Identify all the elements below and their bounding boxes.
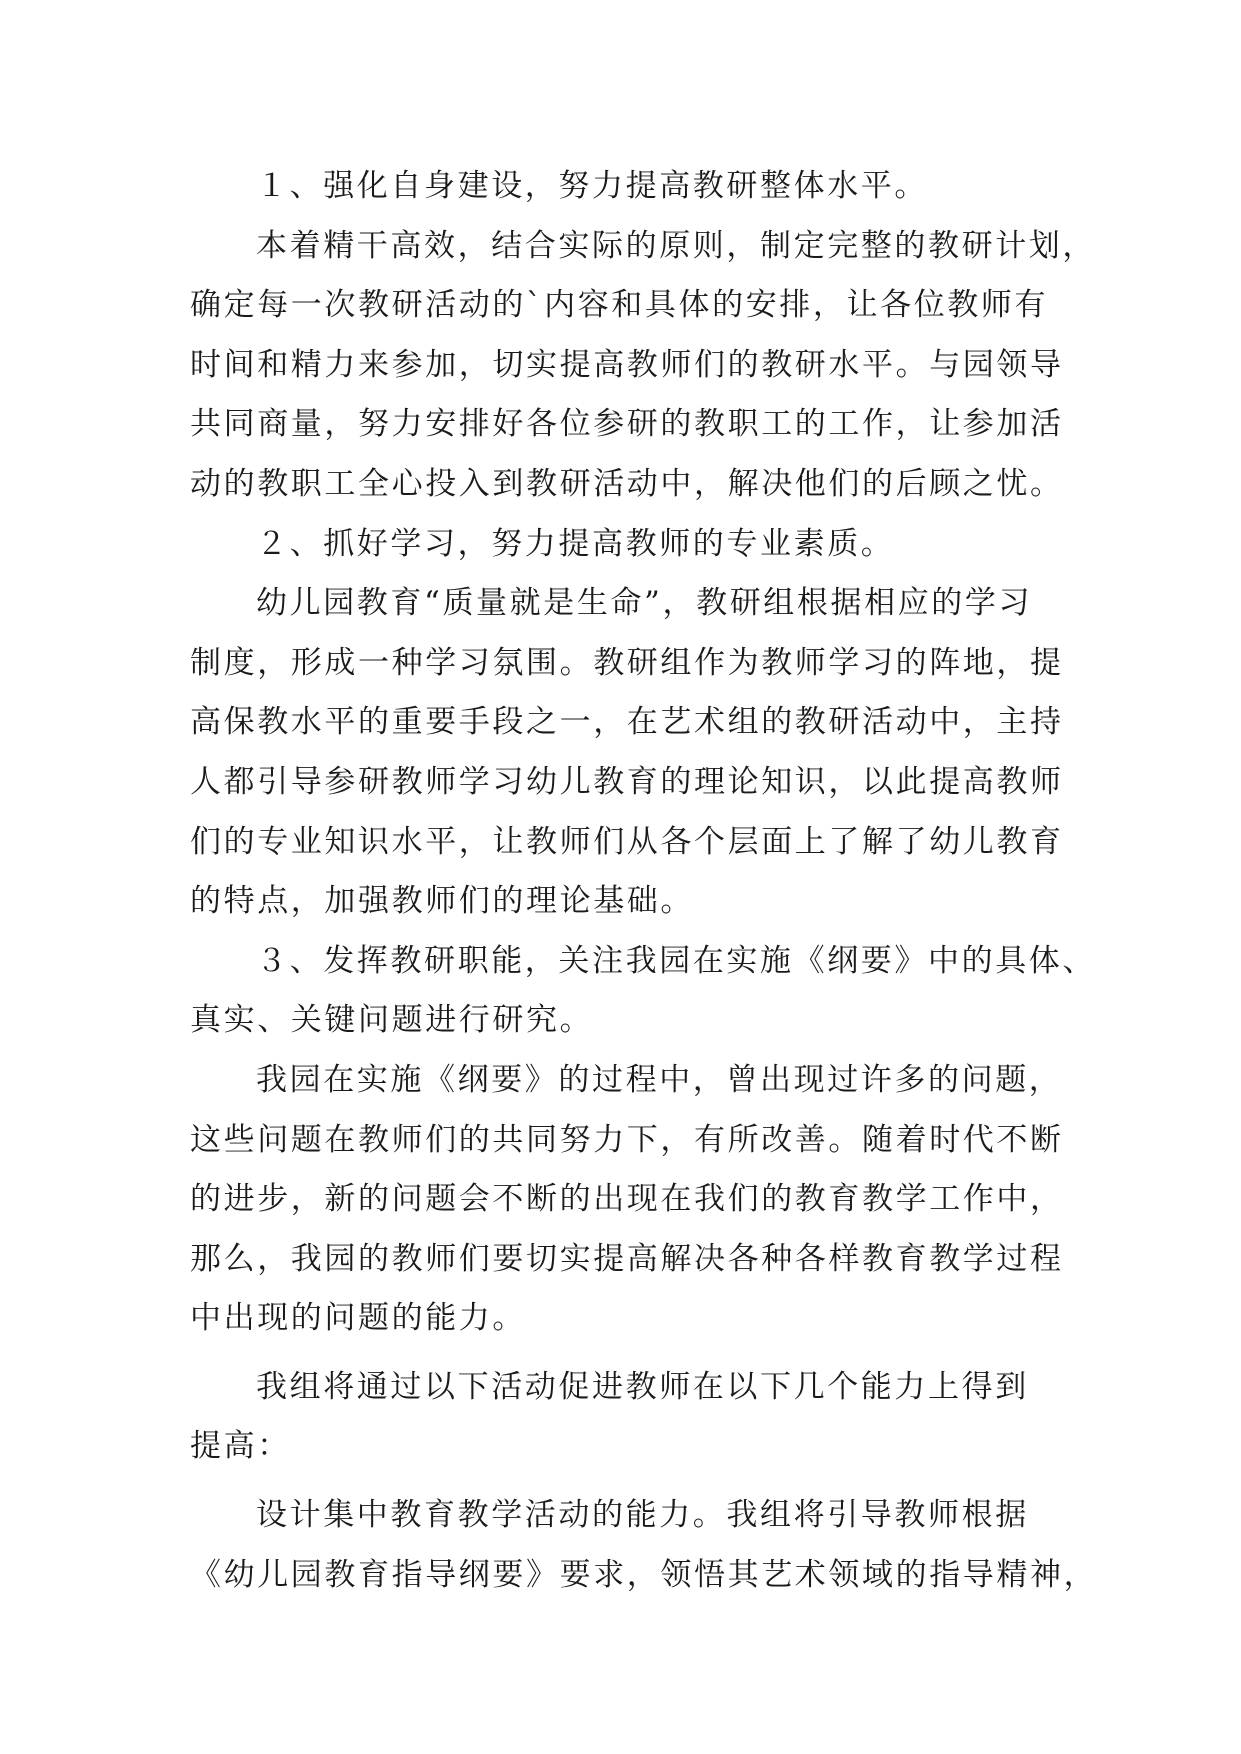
paragraph-line: 提高：	[190, 1428, 291, 1465]
paragraph-line: 人都引导参研教师学习幼儿教育的理论知识，以此提高教师	[190, 763, 1064, 800]
paragraph-line: 我组将通过以下活动促进教师在以下几个能力上得到	[256, 1368, 1029, 1405]
paragraph-line: 本着精干高效，结合实际的原则，制定完整的教研计划，	[256, 227, 1096, 264]
paragraph-line: 时间和精力来参加，切实提高教师们的教研水平。与园领导	[190, 346, 1064, 383]
paragraph-line: 们的专业知识水平，让教师们从各个层面上了解了幼儿教育	[190, 823, 1064, 860]
document-body	[190, 157, 1098, 1605]
paragraph-line: 那么，我园的教师们要切实提高解决各种各样教育教学过程	[190, 1240, 1064, 1277]
paragraph-line: 我园在实施《纲要》的过程中，曾出现过许多的问题，	[256, 1061, 1063, 1098]
paragraph-line: 确定每一次教研活动的`内容和具体的安排，让各位教师有	[190, 287, 1049, 324]
paragraph-line: 制度，形成一种学习氛围。教研组作为教师学习的阵地，提	[190, 644, 1064, 681]
section-heading-2: ２、抓好学习，努力提高教师的专业素质。	[256, 525, 895, 562]
paragraph-spacing	[190, 1477, 1060, 1486]
paragraph-line: 动的教职工全心投入到教研活动中，解决他们的后顾之忧。	[190, 465, 1064, 502]
paragraph-spacing	[190, 1349, 1060, 1358]
paragraph-line: 这些问题在教师们的共同努力下，有所改善。随着时代不断	[190, 1121, 1064, 1158]
section-heading-3: ３、发挥教研职能，关注我园在实施《纲要》中的具体、	[256, 942, 1096, 979]
paragraph-line: 共同商量，努力安排好各位参研的教职工的工作，让参加活	[190, 406, 1064, 443]
paragraph-line: 幼儿园教育“质量就是生命”，教研组根据相应的学习	[256, 585, 1033, 622]
paragraph-line: 《幼儿园教育指导纲要》要求，领悟其艺术领域的指导精神，	[190, 1556, 1098, 1593]
paragraph-line: 的特点，加强教师们的理论基础。	[190, 883, 694, 920]
paragraph-line: 高保教水平的重要手段之一，在艺术组的教研活动中，主持	[190, 704, 1064, 741]
paragraph-line: 的进步，新的问题会不断的出现在我们的教育教学工作中，	[190, 1181, 1064, 1218]
section-heading-1: １、强化自身建设，努力提高教研整体水平。	[256, 168, 928, 204]
paragraph-line: 设计集中教育教学活动的能力。我组将引导教师根据	[256, 1497, 1029, 1534]
section-heading-3-continued: 真实、关键问题进行研究。	[190, 1002, 594, 1039]
paragraph-line: 中出现的问题的能力。	[190, 1300, 526, 1337]
